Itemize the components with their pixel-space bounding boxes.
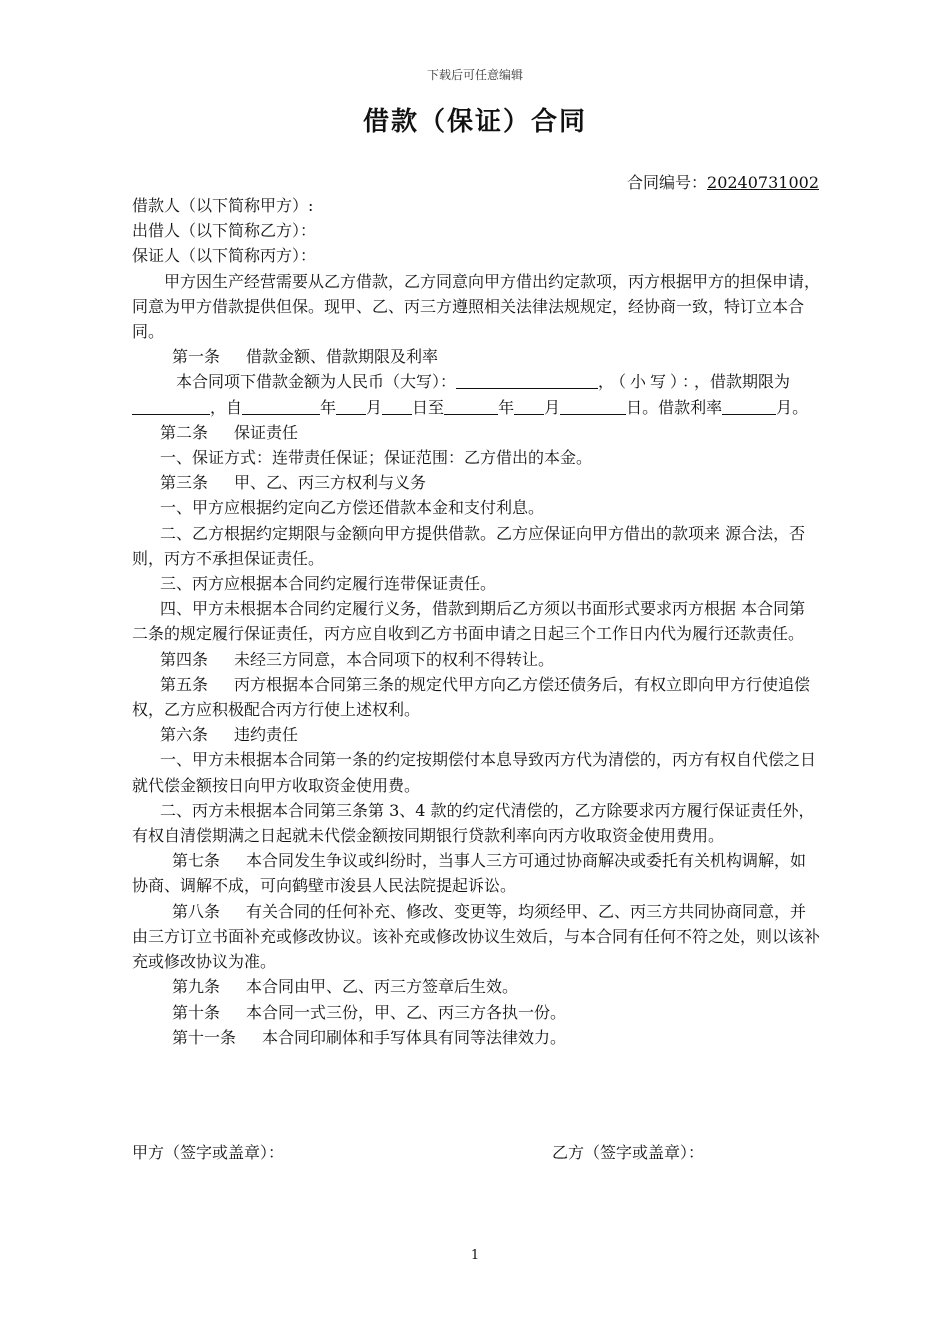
article-6-item-1: 一、甲方未根据本合同第一条的约定按期偿付本息导致丙方代为清偿的，丙方有权自代偿之日就代偿金额按日向甲方收取资金使用费。 bbox=[132, 750, 817, 795]
article-1-title: 借款金额、借款期限及利率 bbox=[246, 347, 439, 367]
from-text: ，自 bbox=[210, 397, 243, 417]
document-title: 借款（保证）合同 bbox=[362, 107, 587, 137]
article-2-title: 保证责任 bbox=[234, 422, 299, 442]
article-9-num: 第九条 bbox=[172, 977, 221, 997]
loan-amount-text: 本合同项下借款金额为人民币（大写）： bbox=[176, 372, 457, 392]
party-a-signature-label: 甲方（签字或盖章）： bbox=[132, 1143, 285, 1162]
article-4 bbox=[132, 647, 820, 672]
article-10 bbox=[132, 1000, 820, 1025]
start-month-blank bbox=[336, 396, 366, 415]
article-7-num: 第七条 bbox=[172, 851, 221, 871]
article-8-num: 第八条 bbox=[172, 901, 221, 921]
month-text-2: 月 bbox=[544, 397, 561, 417]
article-5-text: 丙方根据本合同第三条的规定代甲方向乙方偿还债务后，有权立即向甲方行使追偿权，乙方应积极配合丙方行使上述权利。 bbox=[132, 674, 811, 720]
article-7-text: 本合同发生争议或纠纷时，当事人三方可通过协商解决或委托有关机构调解，如协商、调解不成，可向鹤壁市浚县人民法院提起诉讼。 bbox=[132, 851, 807, 896]
amount-capital-blank bbox=[456, 370, 598, 389]
article-5-num: 第五条 bbox=[160, 674, 209, 694]
term-blank bbox=[132, 396, 210, 415]
article-10-num: 第十条 bbox=[172, 1002, 221, 1022]
end-year-blank bbox=[444, 396, 498, 415]
article-3-title: 甲、乙、丙三方权利与义务 bbox=[234, 473, 427, 493]
article-9-text: 本合同由甲、乙、丙三方签章后生效。 bbox=[246, 977, 519, 997]
article-3-heading bbox=[132, 470, 820, 495]
article-3-num: 第三条 bbox=[160, 473, 209, 493]
article-6-num: 第六条 bbox=[160, 725, 209, 745]
article-6-title: 违约责任 bbox=[234, 725, 299, 745]
article-2-heading bbox=[132, 420, 820, 445]
article-1-body bbox=[132, 369, 820, 419]
amount-small-text: ，（小写）： bbox=[598, 372, 695, 392]
article-11 bbox=[132, 1025, 820, 1050]
article-5 bbox=[132, 672, 820, 722]
article-2-num: 第二条 bbox=[160, 422, 209, 442]
article-10-text: 本合同一式三份，甲、乙、丙三方各执一份。 bbox=[246, 1002, 567, 1022]
article-11-text: 本合同印刷体和手写体具有同等法律效力。 bbox=[262, 1027, 567, 1047]
article-8 bbox=[132, 899, 820, 975]
article-4-num: 第四条 bbox=[160, 649, 209, 669]
article-1-num: 第一条 bbox=[172, 347, 221, 367]
lender-line: 出借人（以下简称乙方）： bbox=[132, 221, 317, 241]
article-7 bbox=[132, 848, 820, 898]
interest-rate-blank bbox=[722, 396, 776, 415]
article-2-item-1: 一、保证方式：连带责任保证；保证范围：乙方借出的本金。 bbox=[160, 448, 593, 468]
month-end-text: 月。 bbox=[776, 397, 809, 417]
article-3-item-1: 一、甲方应根据约定向乙方偿还借款本金和支付利息。 bbox=[160, 498, 545, 518]
start-year-blank bbox=[242, 396, 320, 415]
party-b-signature-label: 乙方（签字或盖章）： bbox=[552, 1143, 705, 1162]
contract-number-label: 合同编号： bbox=[627, 173, 708, 192]
loan-term-text: ，借款期限为 bbox=[694, 372, 791, 392]
page-number: 1 bbox=[470, 1248, 480, 1263]
contract-number-value: 20240731002 bbox=[707, 173, 819, 192]
day-end-text: 日。借款利率 bbox=[626, 397, 723, 417]
contract-body bbox=[132, 193, 820, 1050]
header-note: 下载后可任意编辑 bbox=[426, 68, 523, 82]
article-1-heading bbox=[132, 344, 820, 369]
month-text-1: 月 bbox=[366, 397, 383, 417]
guarantor-line: 保证人（以下简称丙方）： bbox=[132, 246, 317, 266]
end-month-blank bbox=[514, 396, 544, 415]
article-9 bbox=[132, 974, 820, 999]
contract-number bbox=[627, 170, 819, 193]
borrower-line: 借款人（以下简称甲方）: bbox=[132, 196, 314, 215]
end-day-blank bbox=[560, 396, 626, 415]
article-8-text: 有关合同的任何补充、修改、变更等，均须经甲、乙、丙三方共同协商同意，并由三方订立书面补充或修改协议。该补充或修改协议生效后，与本合同有任何不符之处，则以该补充或修改协议为准。 bbox=[132, 901, 821, 972]
article-3-item-3: 三、丙方应根据本合同约定履行连带保证责任。 bbox=[160, 574, 497, 594]
year-text-1: 年 bbox=[320, 397, 337, 417]
intro-paragraph: 甲方因生产经营需要从乙方借款，乙方同意向甲方借出约定款项，丙方根据甲方的担保申请，同意为甲方借款提供但保。现甲、乙、丙三方遵照相关法律法规规定，经协商一致，特订立本合同。 bbox=[132, 271, 821, 342]
article-11-num: 第十一条 bbox=[172, 1027, 237, 1047]
article-6-heading bbox=[132, 722, 820, 747]
year-text-2: 年 bbox=[498, 397, 515, 417]
article-4-text: 未经三方同意，本合同项下的权利不得转让。 bbox=[234, 649, 555, 669]
day-to-text: 日至 bbox=[412, 397, 445, 417]
article-3-item-4: 四、甲方未根据本合同约定履行义务，借款到期后乙方须以书面形式要求丙方根据 本合同第二条的规定履行保证责任，丙方应自收到乙方书面申请之日起三个工作日内代为履行还款责任。 bbox=[132, 599, 806, 644]
article-3-item-2: 二、乙方根据约定期限与金额向甲方提供借款。乙方应保证向甲方借出的款项来 源合法，否则，丙方不承担保证责任。 bbox=[132, 523, 806, 568]
start-day-blank bbox=[382, 396, 412, 415]
article-6-item-2: 二、丙方未根据本合同第三条第 3、4 款的约定代清偿的，乙方除要求丙方履行保证责任外，有权自清偿期满之日起就未代偿金额按同期银行贷款利率向丙方收取资金使用费用。 bbox=[132, 800, 815, 846]
